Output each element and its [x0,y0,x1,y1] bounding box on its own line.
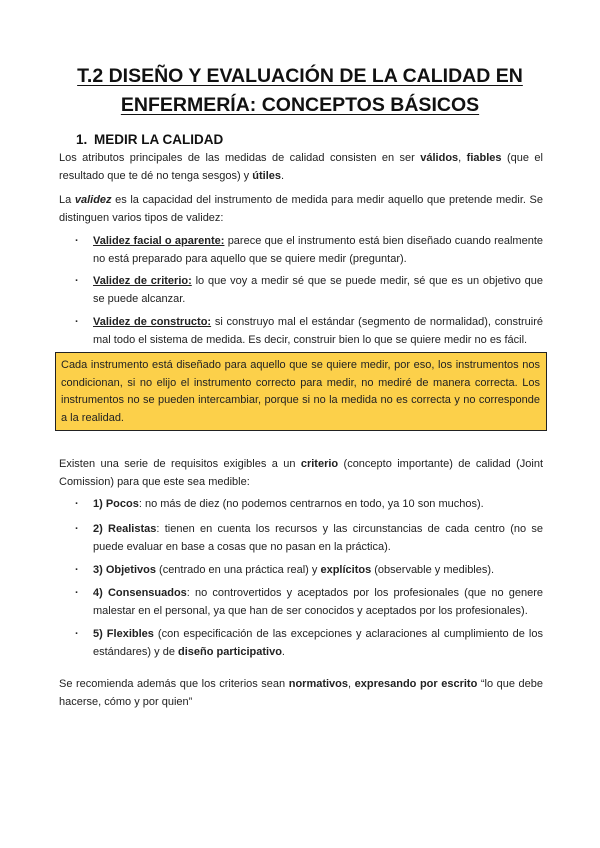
validity-item-constructo [75,314,544,349]
validity-item-criterio [75,273,544,308]
intro-bold-fiables: fiables [466,152,502,164]
requirement-text: (observable y medibles). [371,564,495,576]
bullet-dot: · [75,564,79,576]
validity-label: Validez facial o aparente: [93,235,225,247]
requirement-item-pocos [75,496,543,514]
closing-paragraph [59,676,543,711]
requirement-text: . [281,645,285,658]
page-title-line-1: T.2 DISEÑO Y EVALUACIÓN DE LA CALIDAD EN [77,65,523,87]
requirement-label: 2) Realistas [93,523,157,535]
validity-label: Validez de criterio: [93,275,192,287]
requirement-text: : no más de diez (no podemos centrarnos en todo, ya 10 son muchos). [138,498,484,510]
validity-label: Validez de constructo: [93,316,212,328]
closing-text: “lo que debe hacerse, cómo y por quien” [59,678,544,708]
bullet-dot: · [75,316,79,328]
page-title-line-2: ENFERMERÍA: CONCEPTOS BÁSICOS [120,94,480,116]
requirement-text: (con especificación de las excepciones y aclaraciones al cumplimiento de los estándares) y de [93,628,543,658]
bullet-dot: · [75,587,79,599]
criterio-bold: criterio [300,458,339,470]
requirement-label-secondary: diseño participativo [178,645,282,658]
requirement-text: (centrado en una práctica real) y [155,564,321,576]
intro-text: Los atributos principales de las medidas de calidad consisten en ser [59,152,421,164]
bullet-dot: · [75,628,79,640]
closing-text: Se recomienda además que los criterios sean [59,678,289,690]
validez-text: La [59,194,75,206]
requirement-item-objetivos [75,562,543,580]
bullet-dot: · [75,523,79,535]
requirement-label: 1) Pocos [93,498,139,510]
bullet-dot: · [75,275,79,287]
validez-text: es la capacidad del instrumento de medida para medir aquello que pretende medir. Se distinguen varios tipos de validez: [59,194,543,224]
validez-paragraph [59,192,543,227]
requirement-label: 4) Consensuados [93,587,187,599]
closing-text: , [348,678,355,690]
section-heading-text: MEDIR LA CALIDAD [94,132,224,147]
requirement-label: 3) Objetivos [93,564,156,576]
closing-bold-normativos: normativos [288,678,349,690]
intro-text: , [458,152,467,164]
criterio-text: Existen una serie de requisitos exigibles a un [59,458,301,470]
criterio-text: (concepto importante) de calidad (Joint Comission) para que este sea medible: [59,458,544,488]
section-heading [76,132,223,147]
intro-bold-validos: válidos [420,152,459,164]
requirement-label-secondary: explícitos [320,564,372,576]
intro-paragraph [59,150,543,185]
validity-text: lo que voy a medir sé que se puede medir, sé que es un objetivo que se puede alcanzar. [93,275,544,305]
validity-text: si construyo mal el estándar (segmento de normalidad), construiré mal todo el sistema de medida. Es decir, construir bien lo que se quiere medir no es fácil. [93,316,544,346]
validez-term: validez [74,194,112,206]
requirement-item-flexibles [75,626,543,661]
bullet-dot: · [75,498,79,510]
intro-text: . [280,169,285,182]
requirement-item-consensuados [75,585,543,620]
intro-bold-utiles: útiles [252,169,281,182]
intro-text: (que el resultado que te dé no tenga sesgos) y [59,152,543,182]
closing-bold-escrito: expresando por escrito [354,678,478,690]
requirement-label: 5) Flexibles [93,628,154,640]
bullet-dot: · [75,235,79,247]
requirement-item-realistas [75,521,543,556]
page-title [40,62,560,120]
validity-item-facial [75,233,543,268]
requirement-text: : no controvertidos y aceptados por los profesionales (que no genere malestar en el personal, ya que han de ser conocidos y aceptados por los profesionales). [93,587,543,617]
highlight-note-box: Cada instrumento está diseñado para aquello que se quiere medir, por eso, los instrumentos nos condicionan, si no elijo el instrumento correcto para medir, no mediré de manera correcta. Los instrumentos no se pueden intercambiar, porque si no la medida no es correcta y no corresponde a la realidad. [55,352,547,431]
section-number: 1. [76,132,88,147]
criterio-paragraph [59,456,543,491]
requirement-text: : tienen en cuenta los recursos y las circunstancias de cada centro (no se puede evaluar en base a cosas que no pasan en la práctica). [93,523,543,553]
validity-text: parece que el instrumento está bien diseñado cuando realmente no está preparado para aquello que se quiere medir (preguntar). [93,235,543,265]
